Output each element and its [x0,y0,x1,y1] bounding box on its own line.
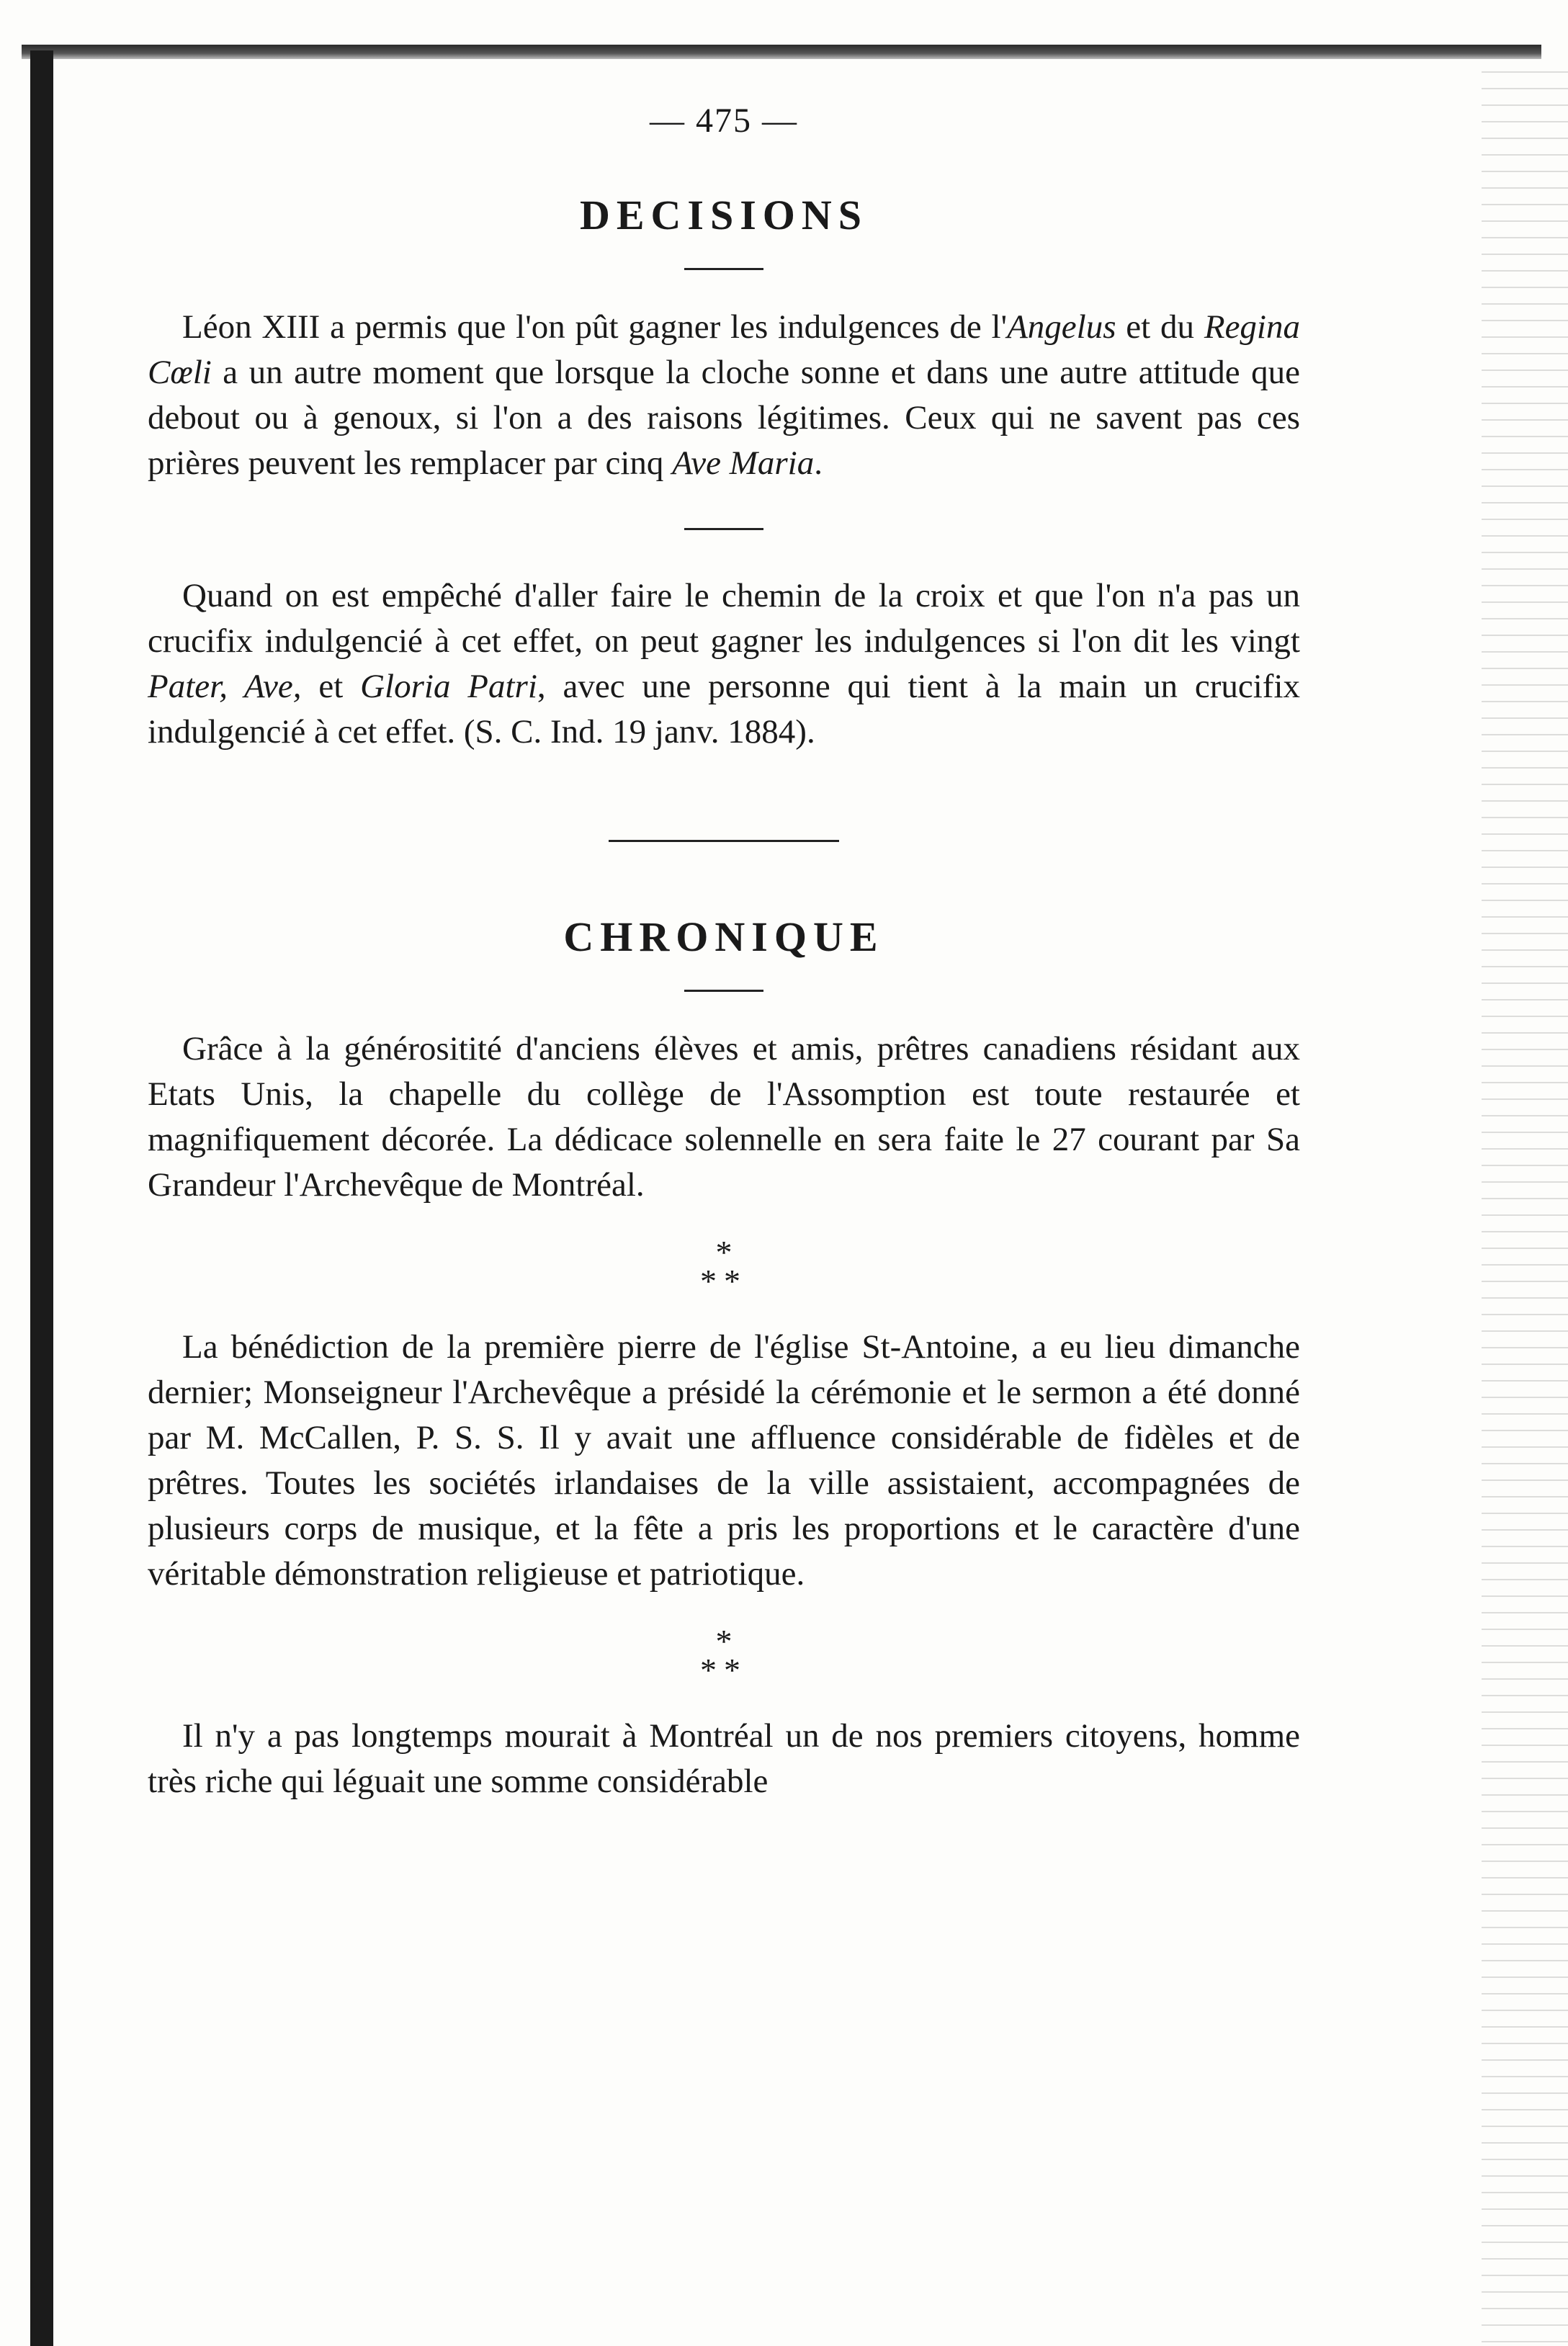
chronique-heading: CHRONIQUE [563,913,884,960]
page-right-edge [1482,65,1568,2346]
document-page [148,101,1300,1804]
chronique-paragraph-st-antoine: La bénédiction de la première pierre de l'église St-Antoine, a eu lieu dimanche dernier; Monseigneur l'Archevêque a présidé la cérémonie et le sermon a été donné par M. McCallen, P. S. S. Il y avait une affluence considérable de fidèles et de prêtres. Toutes les sociétés irlandaises de la ville assistaient, accompagnées de plusieurs corps de musique, et la fête a pris les proportions et le caractère d'une véritable démonstration religieuse et patriotique. [148,1328,1300,1593]
heading-rule [684,990,763,992]
chronique-paragraph-montreal: Il n'y a pas longtemps mourait à Montréal un de nos premiers citoyens, homme très riche qui léguait une somme considérable [148,1717,1300,1800]
asterism-divider: * ** [700,1623,748,1688]
heading-rule [684,268,763,270]
section-divider-rule [609,840,839,842]
decisions-paragraph-chemin-de-croix: Quand on est empêché d'aller faire le chemin de la croix et que l'on n'a pas un crucifix indulgencié à cet effet, on peut gagner les indulgences si l'on dit les vingt Pater, Ave, et Gloria Patri, avec une personne qui tient à la main un crucifix indulgencié à cet effet. (S. C. Ind. 19 janv. 1884). [148,577,1301,751]
binding-shadow [30,50,53,2346]
section-separator-rule [684,528,763,530]
decisions-paragraph-angelus: Léon XIII a permis que l'on pût gagner les indulgences de l'Angelus et du Regina Cœli a un autre moment que lorsque la cloche sonne et dans une autre attitude que debout ou à genoux, si l'on a des raisons légitimes. Ceux qui ne savent pas ces prières peuvent les remplacer par cinq Ave Maria. [148,308,1300,482]
chronique-paragraph-assomption: Grâce à la générositité d'anciens élèves et amis, prêtres canadiens résidant aux Etats Unis, la chapelle du collège de l'Assomption est toute restaurée et magnifiquement décorée. La dédicace solennelle en sera faite le 27 courant par Sa Grandeur l'Archevêque de Montréal. [148,1030,1300,1204]
page-top-edge [22,45,1541,59]
asterism-divider: * ** [700,1234,748,1299]
decisions-heading: DECISIONS [579,192,869,238]
page-number: — 475 — [650,102,798,140]
